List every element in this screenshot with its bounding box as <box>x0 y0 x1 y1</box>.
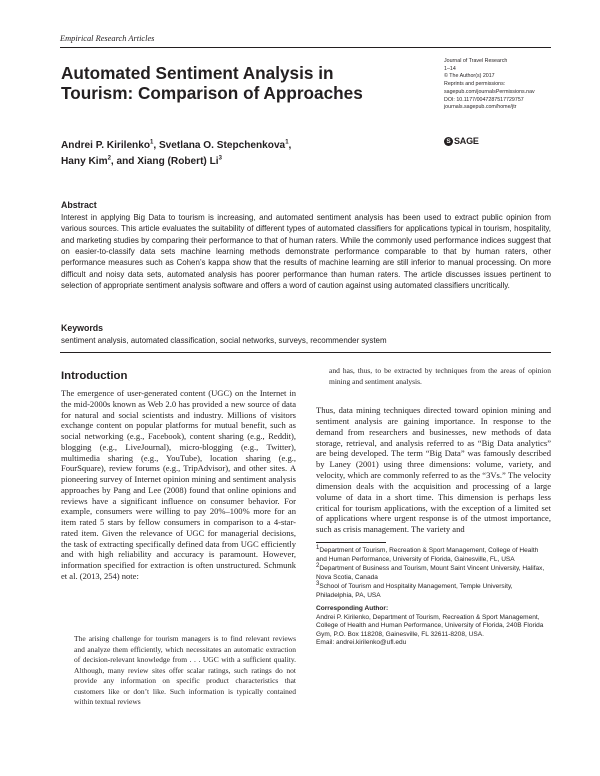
abstract-rule <box>60 352 551 353</box>
introduction-paragraph-left: The emergence of user-generated content (UGC) on the Internet in the mid-2000s known as Web 2.0 has provided a new source of data for natural and social scientists and industry. Millions of visitors exchange content on popular platforms for mutual benefit, such as social networking (e.g., Facebook), content sharing (e.g., Reddit), blogging (e.g., LiveJournal), micro-blogging (e.g., Twitter), multimedia sharing (e.g., YouTube), location sharing (e.g., FourSquare), review forums (e.g., TripAdvisor), and other sites. A pioneering survey of Internet opinion mining and sentiment analysis approaches by Pang and Lee (2008) found that online opinions and reviews have a significant influence on consumer behavior. For example, consumers were willing to pay 20%–100% more for an item rated 5 stars by fellow consumers in comparison to a 4-star-rated item. Given the relevance of UGC for managerial decisions, the task of extracting specifically defined data from UGC efficiently and with high reliability and accuracy is paramount. However, information specified for extraction is often unstructured. Schmunk et al. (2013, 254) note: <box>61 388 296 581</box>
introduction-heading: Introduction <box>61 370 128 382</box>
author-affiliation-mark: 1 <box>150 139 154 146</box>
author-separator: , <box>153 140 159 151</box>
author-affiliation-mark: 2 <box>107 155 111 162</box>
section-label: Empirical Research Articles <box>60 34 155 43</box>
affiliation-text: Department of Tourism, Recreation & Sport Management, College of Health and Human Performance, University of Florida, Gainesville, FL, USA <box>316 547 539 563</box>
keywords-text: sentiment analysis, automated classification, social networks, surveys, recommender system <box>61 336 387 345</box>
sage-logo <box>444 136 479 146</box>
journal-home-link[interactable]: journals.sagepub.com/home/jtr <box>444 104 517 111</box>
author-list <box>61 138 361 169</box>
page-range: 1–14 <box>444 65 456 72</box>
affiliation-item <box>316 562 548 582</box>
introduction-paragraph-right: Thus, data mining techniques directed toward opinion mining and sentiment analysis are gaining importance. In response to the demand from researchers and businesses, new methods of data storage, retrieval, and analysis referred to as “Big Data analytics” are being developed. The term “Big Data” was famously described by Laney (2001) using three dimensions: volume, variety, and velocity, which are commonly referred to as the “3Vs.” The velocity dimension deals with the acquisition and processing of a large volume of data in a short time. This dimension is perhaps less critical for tourism applications, with the exception of a limited set of applications where urgent response is of the utmost importance, such as crisis management. The variety and <box>316 405 551 535</box>
journal-name: Journal of Travel Research <box>444 58 508 64</box>
journal-info <box>444 58 564 112</box>
affiliation-text: School of Tourism and Hospitality Management, Temple University, Philadelphia, PA, USA <box>316 583 513 599</box>
header-rule <box>60 47 551 48</box>
corresponding-author-heading: Corresponding Author: <box>316 605 389 612</box>
author-name: Svetlana O. Stepchenkova <box>158 140 286 151</box>
affiliation-text: Department of Business and Tourism, Mount Saint Vincent University, Halifax, Nova Scotia, Canada <box>316 565 545 581</box>
footnote-rule <box>316 542 386 543</box>
abstract-text: Interest in applying Big Data to tourism is increasing, and automated sentiment analysis has been used to extract public opinion from various sources. This article evaluates the suitability of different types of automated classifiers for applications typical in tourism, hospitality, and marketing studies by comparing their performance to that of human raters. While the commonly used performance indices suggest that on easier-to-classify data sets machine learning methods demonstrate performance comparable to that by human raters, other performance measures such as Cohen’s kappa show that the results of machine learning are still inferior to manual processing. On more difficult and noisy data sets, automated analysis has poorer performance than human raters. The article discusses issues pertinent to selection of appropriate sentiment analysis software and offers a word of caution against using automated classifiers uncritically. <box>61 213 551 291</box>
block-quote-continuation: and has, thus, to be extracted by techniques from the areas of opinion mining and sentiment analysis. <box>329 366 551 386</box>
sage-logo-icon: S <box>444 137 453 146</box>
keywords-heading: Keywords <box>61 323 104 333</box>
sage-logo-text: SAGE <box>454 136 479 146</box>
permissions-link[interactable]: sagepub.com/journalsPermissions.nav <box>444 88 535 95</box>
corresponding-author-text: Andrei P. Kirilenko, Department of Tourism, Recreation & Sport Management, College of Health and Human Performance, University of Florida, 240B Florida Gym, P.O. Box 118208, Gainesville, FL 32611-8208, USA. <box>316 613 544 638</box>
author-affiliation-mark: 3 <box>218 155 222 162</box>
abstract-heading: Abstract <box>61 200 97 210</box>
article-title: Automated Sentiment Analysis in Tourism: Comparison of Approaches <box>61 63 363 103</box>
affiliation-footnotes <box>316 544 548 648</box>
copyright: © The Author(s) 2017 <box>444 73 495 80</box>
affiliation-mark: 2 <box>316 562 320 569</box>
author-separator: , and <box>110 155 138 167</box>
affiliation-item <box>316 544 548 564</box>
author-name: Andrei P. Kirilenko <box>61 140 150 151</box>
author-affiliation-mark: 1 <box>285 139 289 146</box>
affiliation-mark: 1 <box>316 544 320 551</box>
affiliation-item <box>316 580 548 600</box>
author-name: Hany Kim <box>61 155 108 167</box>
affiliation-mark: 3 <box>316 580 320 587</box>
doi[interactable]: DOI: 10.1177/0047287517729757 <box>444 96 524 103</box>
block-quote: The arising challenge for tourism managers is to find relevant reviews and analyze them efficiently, which necessitates an automatic extraction of decision-relevant knowledge from . . . UGC with a sufficient quality. Although, many review sites offer scalar ratings, such ratings do not provide any information on specific product characteristics that customers like or don’t like. Such information is typically contained within textual reviews <box>74 634 296 706</box>
author-separator: , <box>288 140 292 151</box>
author-name: Xiang (Robert) Li <box>137 155 219 167</box>
reprints-label: Reprints and permissions: <box>444 81 506 88</box>
corresponding-author-email[interactable]: Email: andrei.kirilenko@ufl.edu <box>316 639 407 646</box>
